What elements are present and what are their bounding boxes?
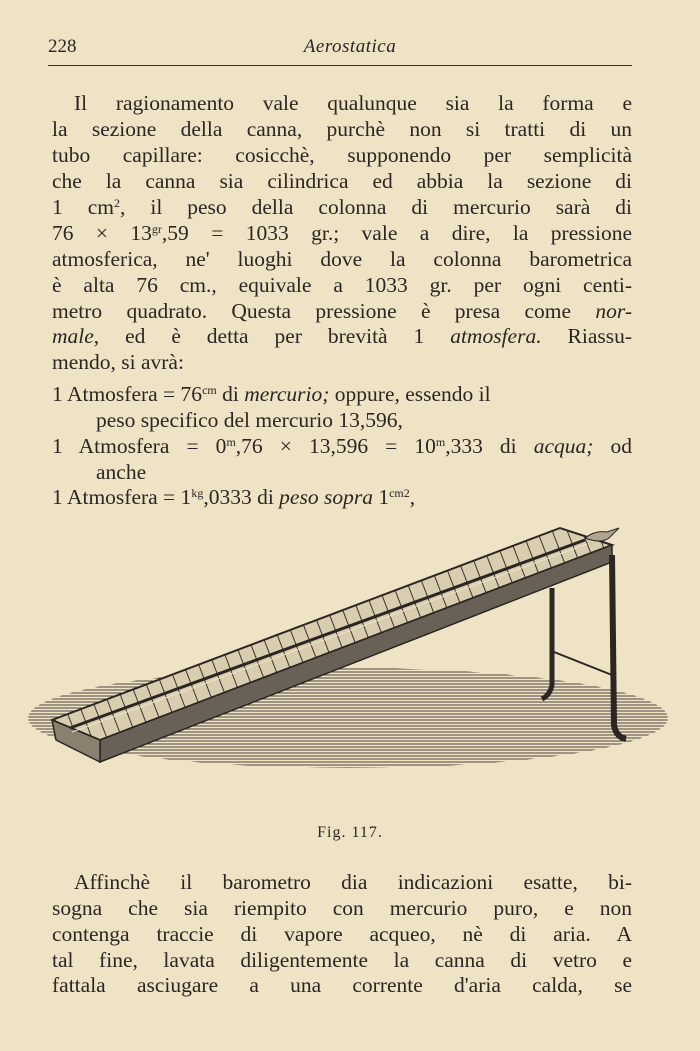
paragraph1-line — [52, 349, 632, 375]
text-run: la sezione della canna, purchè non si tratti di un — [52, 117, 632, 141]
text-run: 1 cm — [52, 195, 114, 219]
paragraph1-line — [52, 116, 632, 142]
header-rule — [48, 65, 632, 66]
text-run: sogna che sia riempito con mercurio puro, e non — [52, 896, 632, 920]
text-run: peso specifico del mercurio 13,596, — [96, 408, 403, 432]
paragraph1-line — [52, 220, 632, 246]
text-run: mendo, si avrà: — [52, 350, 184, 374]
superscript: cm — [202, 383, 217, 397]
text-run: ,59 = 1033 gr.; vale a dire, la pressione — [161, 221, 632, 245]
paragraph2-line — [52, 947, 632, 973]
text-run: od — [593, 434, 633, 458]
text-run: ,76 × 13,596 = 10 — [235, 434, 436, 458]
formulas-line — [52, 381, 632, 407]
text-run: 1 — [372, 485, 390, 509]
text-run: oppure, essendo il — [329, 382, 491, 406]
text-run: Affinchè il barometro dia indicazioni esatte, bi- — [74, 870, 632, 894]
text-run: Riassu- — [541, 324, 633, 348]
text-run: è alta 76 cm., equivale a 1033 gr. per ogni centi- — [52, 273, 632, 297]
superscript: cm2 — [389, 486, 410, 500]
paragraph1-line — [52, 298, 632, 324]
paragraph2-line — [52, 869, 632, 895]
text-run: 1 Atmosfera = 76 — [52, 382, 203, 406]
text-run: , il peso della colonna di mercurio sarà di — [120, 195, 632, 219]
italic-text: nor- — [595, 299, 632, 323]
text-run: ,0333 di — [203, 485, 280, 509]
text-run: ,333 di — [445, 434, 534, 458]
superscript: kg — [191, 486, 204, 500]
formulas-line — [52, 407, 632, 433]
paragraph2-line — [52, 972, 632, 998]
paragraph1-line — [52, 90, 632, 116]
text-run: di — [216, 382, 245, 406]
superscript: gr — [151, 222, 162, 236]
text-run: , ed è detta per brevità 1 — [93, 324, 451, 348]
text-run: metro quadrato. Questa pressione è presa come — [52, 299, 596, 323]
text-run: tal fine, lavata diligentemente la canna di vetro e — [52, 948, 632, 972]
paragraph2-line — [52, 921, 632, 947]
italic-text: acqua; — [533, 434, 594, 458]
text-run: contenga traccie di vapore acqueo, nè di aria. A — [52, 922, 632, 946]
text-run: fattala asciugare a una corrente d'aria calda, se — [52, 973, 632, 997]
paragraph1-line — [52, 142, 632, 168]
running-title: Aerostatica — [303, 36, 397, 57]
formulas-line — [52, 433, 632, 459]
superscript: m — [226, 435, 236, 449]
page-number: 228 — [48, 36, 77, 57]
paragraph1-line — [52, 168, 632, 194]
text-run: anche — [96, 460, 147, 484]
superscript: m — [435, 435, 446, 449]
text-run: , — [409, 485, 416, 509]
text-run: 1 Atmosfera = 0 — [52, 434, 227, 458]
text-run: che la canna sia cilindrica ed abbia la sezione di — [52, 169, 632, 193]
text-run: atmosferica, ne' luoghi dove la colonna barometrica — [52, 247, 632, 271]
figure-inclined-trough-illustration — [0, 500, 700, 780]
figure-caption: Fig. 117. — [317, 824, 383, 841]
text-run: Il ragionamento vale qualunque sia la forma e — [74, 91, 632, 115]
text-run: tubo capillare: cosicchè, supponendo per semplicità — [52, 143, 632, 167]
formulas-line — [52, 459, 632, 485]
paragraph1-line — [52, 194, 632, 220]
text-run: 76 × 13 — [52, 221, 152, 245]
paragraph1-line — [52, 246, 632, 272]
italic-text: peso sopra — [279, 485, 373, 509]
paragraph1-line — [52, 272, 632, 298]
paragraph2-line — [52, 895, 632, 921]
italic-text: atmosfera. — [450, 324, 542, 348]
italic-text: male — [52, 324, 94, 348]
italic-text: mercurio; — [244, 382, 330, 406]
text-run: 1 Atmosfera = 1 — [52, 485, 192, 509]
superscript: 2 — [114, 196, 120, 210]
paragraph1-line — [52, 323, 632, 349]
